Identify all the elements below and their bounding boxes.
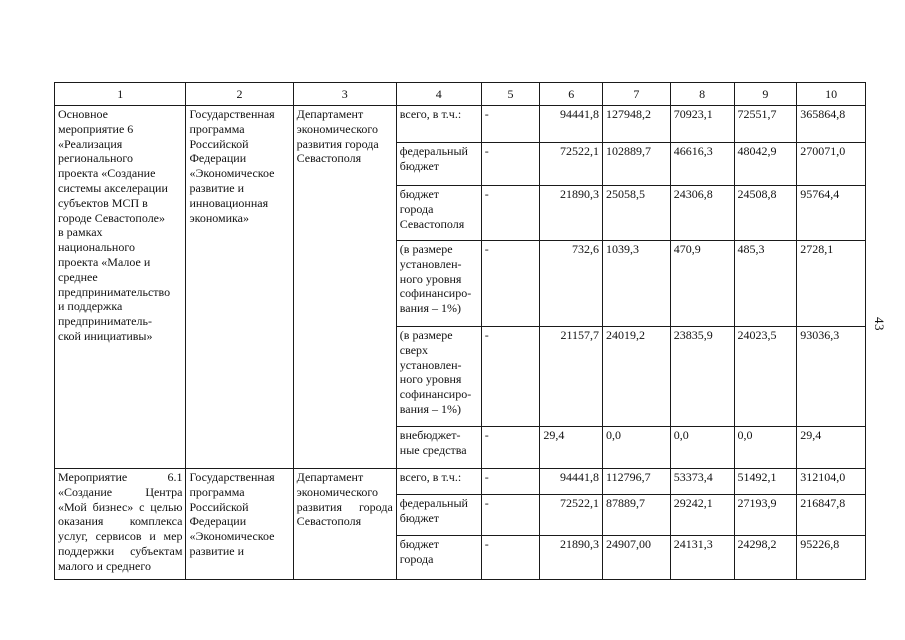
value-cell-6: 21157,7 [540, 327, 603, 427]
value-cell-5: - [481, 143, 540, 186]
value-cell-8: 70923,1 [670, 106, 734, 143]
value-cell-9: 51492,1 [734, 469, 797, 495]
value-cell-8: 23835,9 [670, 327, 734, 427]
funding-source-cell: всего, в т.ч.: [396, 106, 481, 143]
value-cell-6: 94441,8 [540, 469, 603, 495]
value-cell-7: 1039,3 [603, 241, 671, 327]
value-cell-6: 94441,8 [540, 106, 603, 143]
value-cell-8: 29242,1 [670, 495, 734, 536]
value-cell-9: 72551,7 [734, 106, 797, 143]
value-cell-9: 485,3 [734, 241, 797, 327]
value-cell-5: - [481, 495, 540, 536]
funding-source-cell: федеральный бюджет [396, 495, 481, 536]
value-cell-10: 2728,1 [797, 241, 866, 327]
executor-cell: Департамент экономического развития города Севастополя [293, 106, 396, 469]
table-row [55, 106, 866, 143]
value-cell-5: - [481, 327, 540, 427]
activity-name-cell: Мероприятие 6.1 «Создание Центра «Мой бизнес» с целью оказания комплекса услуг, сервисов и мер поддержки субъектам малого и среднего [55, 469, 186, 580]
value-cell-5: - [481, 186, 540, 241]
value-cell-10: 312104,0 [797, 469, 866, 495]
header-cell: 3 [293, 83, 396, 106]
value-cell-7: 87889,7 [603, 495, 671, 536]
value-cell-8: 53373,4 [670, 469, 734, 495]
funding-source-cell: (в размере сверх установлен- ного уровня софинансиро- вания – 1%) [396, 327, 481, 427]
value-cell-7: 102889,7 [603, 143, 671, 186]
activity-name-cell: Основное мероприятие 6 «Реализация регионального проекта «Создание системы акселерации субъектов МСП в городе Севастополе» в рамках национального проекта «Малое и среднее предпринимательство и поддержка предприниматель- ской инициативы» [55, 106, 186, 469]
value-cell-9: 0,0 [734, 427, 797, 469]
funding-source-cell: бюджет города Севастополя [396, 186, 481, 241]
value-cell-7: 25058,5 [603, 186, 671, 241]
funding-source-cell: внебюджет- ные средства [396, 427, 481, 469]
value-cell-6: 72522,1 [540, 495, 603, 536]
value-cell-10: 95764,4 [797, 186, 866, 241]
value-cell-8: 46616,3 [670, 143, 734, 186]
program-cell: Государственная программа Российской Федерации «Экономическое развитие и инновационная экономика» [186, 106, 293, 469]
funding-source-cell: бюджет города [396, 536, 481, 580]
value-cell-8: 470,9 [670, 241, 734, 327]
value-cell-7: 112796,7 [603, 469, 671, 495]
value-cell-9: 24023,5 [734, 327, 797, 427]
header-row [55, 83, 866, 106]
funding-source-cell: всего, в т.ч.: [396, 469, 481, 495]
page-number: 43 [872, 317, 887, 331]
header-cell: 6 [540, 83, 603, 106]
header-cell: 2 [186, 83, 293, 106]
value-cell-5: - [481, 106, 540, 143]
value-cell-10: 93036,3 [797, 327, 866, 427]
executor-cell: Департамент экономического развития города Севастополя [293, 469, 396, 580]
header-cell: 5 [481, 83, 540, 106]
value-cell-10: 365864,8 [797, 106, 866, 143]
value-cell-7: 127948,2 [603, 106, 671, 143]
header-cell: 8 [670, 83, 734, 106]
value-cell-10: 95226,8 [797, 536, 866, 580]
header-cell: 7 [603, 83, 671, 106]
value-cell-7: 24907,00 [603, 536, 671, 580]
value-cell-5: - [481, 241, 540, 327]
value-cell-5: - [481, 427, 540, 469]
value-cell-7: 24019,2 [603, 327, 671, 427]
value-cell-10: 216847,8 [797, 495, 866, 536]
table-row [55, 469, 866, 495]
value-cell-7: 0,0 [603, 427, 671, 469]
value-cell-8: 0,0 [670, 427, 734, 469]
header-cell: 9 [734, 83, 797, 106]
value-cell-9: 27193,9 [734, 495, 797, 536]
value-cell-6: 21890,3 [540, 186, 603, 241]
header-cell: 1 [55, 83, 186, 106]
value-cell-8: 24306,8 [670, 186, 734, 241]
value-cell-9: 24508,8 [734, 186, 797, 241]
value-cell-10: 270071,0 [797, 143, 866, 186]
value-cell-6: 732,6 [540, 241, 603, 327]
funding-source-cell: (в размере установлен- ного уровня софинансиро- вания – 1%) [396, 241, 481, 327]
value-cell-6: 72522,1 [540, 143, 603, 186]
value-cell-6: 29,4 [540, 427, 603, 469]
funding-source-cell: федеральный бюджет [396, 143, 481, 186]
value-cell-10: 29,4 [797, 427, 866, 469]
value-cell-5: - [481, 536, 540, 580]
value-cell-5: - [481, 469, 540, 495]
value-cell-6: 21890,3 [540, 536, 603, 580]
value-cell-9: 24298,2 [734, 536, 797, 580]
header-cell: 4 [396, 83, 481, 106]
value-cell-8: 24131,3 [670, 536, 734, 580]
program-cell: Государственная программа Российской Федерации «Экономическое развитие и [186, 469, 293, 580]
header-cell: 10 [797, 83, 866, 106]
funding-table [54, 82, 866, 580]
value-cell-9: 48042,9 [734, 143, 797, 186]
